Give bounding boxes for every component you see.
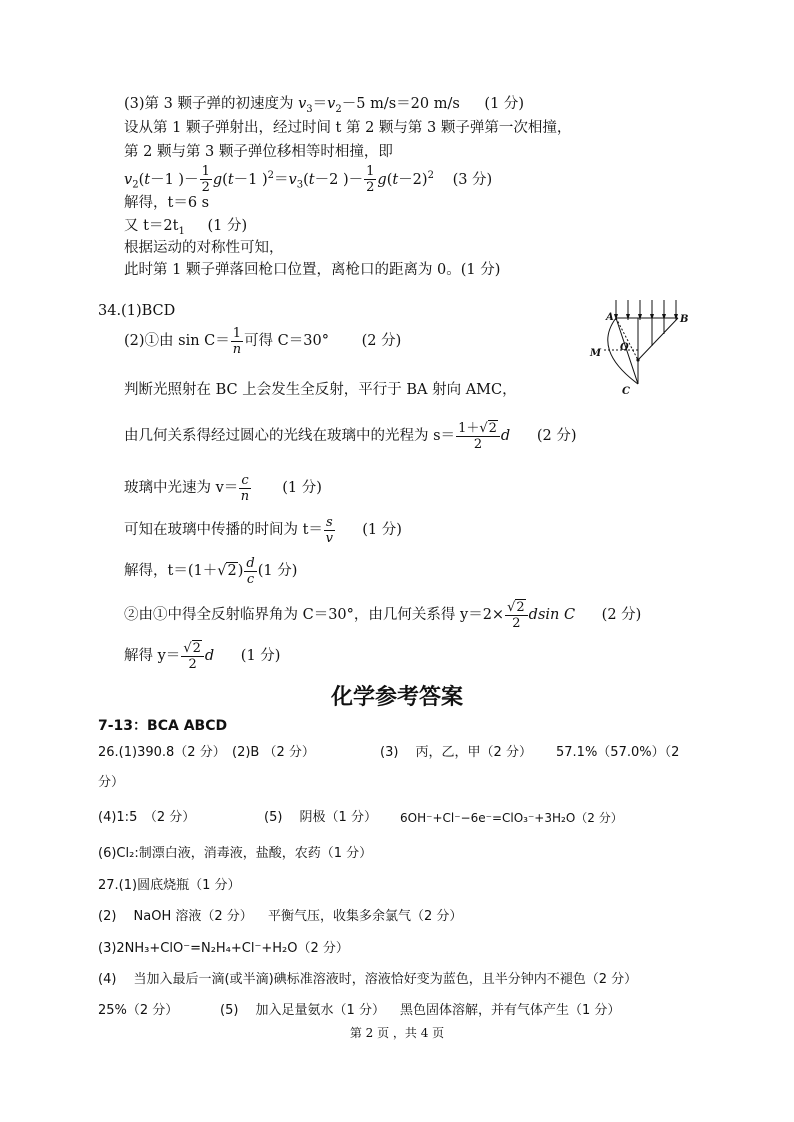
q27-line-5b: (5) 加入足量氨水（1 分） [220, 1003, 385, 1018]
q34-line-2: 判断光照射在 BC 上会发生全反射，平行于 BA 射向 AMC， [124, 382, 517, 398]
q26-line-1c: (3) 丙，乙，甲（2 分） [380, 745, 532, 760]
q3-line-3: 第 2 颗与第 3 颗子弹位移相等时相撞，即 [124, 144, 393, 160]
q26-line-1a: 26.(1)390.8（2 分） [98, 745, 226, 760]
diagram-label-o: O [620, 342, 629, 353]
q34-heading: 34.(1)BCD [98, 303, 176, 319]
q34-line-3: 由几何关系得经过圆心的光线在玻璃中的光程为 s＝ $\frac{1+√2}{2}$ d (2 分) [124, 420, 577, 452]
q27-line-1: 27.(1)圆底烧瓶（1 分） [98, 878, 241, 893]
q26-line-2: 分） [98, 775, 125, 790]
optics-diagram [588, 298, 698, 398]
chemistry-title: 化学参考答案 [330, 685, 463, 710]
diagram-label-b: B [680, 314, 689, 325]
q34-line-5: 可知在玻璃中传播的时间为 t＝ $\frac{s}{v}$ (1 分) [124, 514, 402, 546]
chemistry-mc-answers: 7-13：BCA ABCD [98, 718, 228, 734]
q26-line-3b: (5) 阴极（1 分） [264, 810, 377, 825]
q27-line-2b: 平衡气压，收集多余氯气（2 分） [268, 909, 463, 924]
q27-line-5a: 25%（2 分） [98, 1003, 179, 1018]
page-footer: 第 2 页 ，共 4 页 [349, 1026, 445, 1040]
q27-line-5c: 黑色固体溶解，并有气体产生（1 分） [400, 1003, 621, 1018]
diagram-label-a: A [606, 312, 614, 323]
q26-line-3a: (4)1:5 （2 分） [98, 810, 196, 825]
q27-line-3: (3)2NH₃+ClO⁻=N₂H₄+Cl⁻+H₂O（2 分） [98, 941, 349, 956]
q3-line-5: 解得，t＝6 s [124, 195, 210, 211]
q3-line-7: 根据运动的对称性可知， [124, 240, 284, 256]
q27-line-4: (4) 当加入最后一滴(或半滴)碘标准溶液时，溶液恰好变为蓝色，且半分钟内不褪色（2 分） [98, 972, 638, 987]
q3-line-2: 设从第 1 颗子弹射出，经过时间 t 第 2 颗与第 3 颗子弹第一次相撞， [124, 120, 572, 136]
q26-line-1d: 57.1%（57.0%）（2 [556, 745, 680, 760]
diagram-label-m: M [590, 348, 602, 359]
q26-line-3c: 6OH⁻+Cl⁻−6e⁻=ClO₃⁻+3H₂O（2 分） [400, 811, 623, 825]
q3-line-6: 又 $t=2t_1$ (1 分) [124, 218, 248, 237]
q27-line-2a: (2) NaOH 溶液（2 分） [98, 909, 253, 924]
diagram-label-c: C [622, 386, 630, 397]
q34-line-1: (2)①由 sin C＝ $\frac{1}{n}$ 可得 C＝30° (2 分) [124, 325, 402, 357]
q3-line-1: (3)第 3 颗子弹的初速度为 $v_3=v_2-5$ m/s＝20 m/s (1 分) [124, 96, 525, 115]
q3-line-8: 此时第 1 颗子弹落回枪口位置，离枪口的距离为 0。(1 分) [124, 262, 501, 278]
q26-line-1b: (2)B （2 分） [232, 745, 315, 760]
q3-equation: $v_2(t-1$ )－ $\frac{1}{2}$ g(t－1 )$^2=v_3(t-2$ )－ $\frac{1}{2}$ $g(t-2)^2$ (3 分) [124, 164, 493, 196]
q34-line-7: ②由①中得全反射临界角为 C＝30°，由几何关系得 y＝2× $\frac{√2}{2}$ dsin C (2 分) [124, 599, 642, 631]
q26-line-4: (6)Cl₂:制漂白液，消毒液，盐酸，农药（1 分） [98, 846, 373, 861]
q34-line-4: 玻璃中光速为 v＝ $\frac{c}{n}$ (1 分) [124, 472, 322, 504]
q34-line-6: 解得，t＝(1＋√2) $\frac{d}{c}$ (1 分) [124, 555, 298, 587]
q34-line-8: 解得 y＝ $\frac{√2}{2}$ d (1 分) [124, 640, 281, 672]
